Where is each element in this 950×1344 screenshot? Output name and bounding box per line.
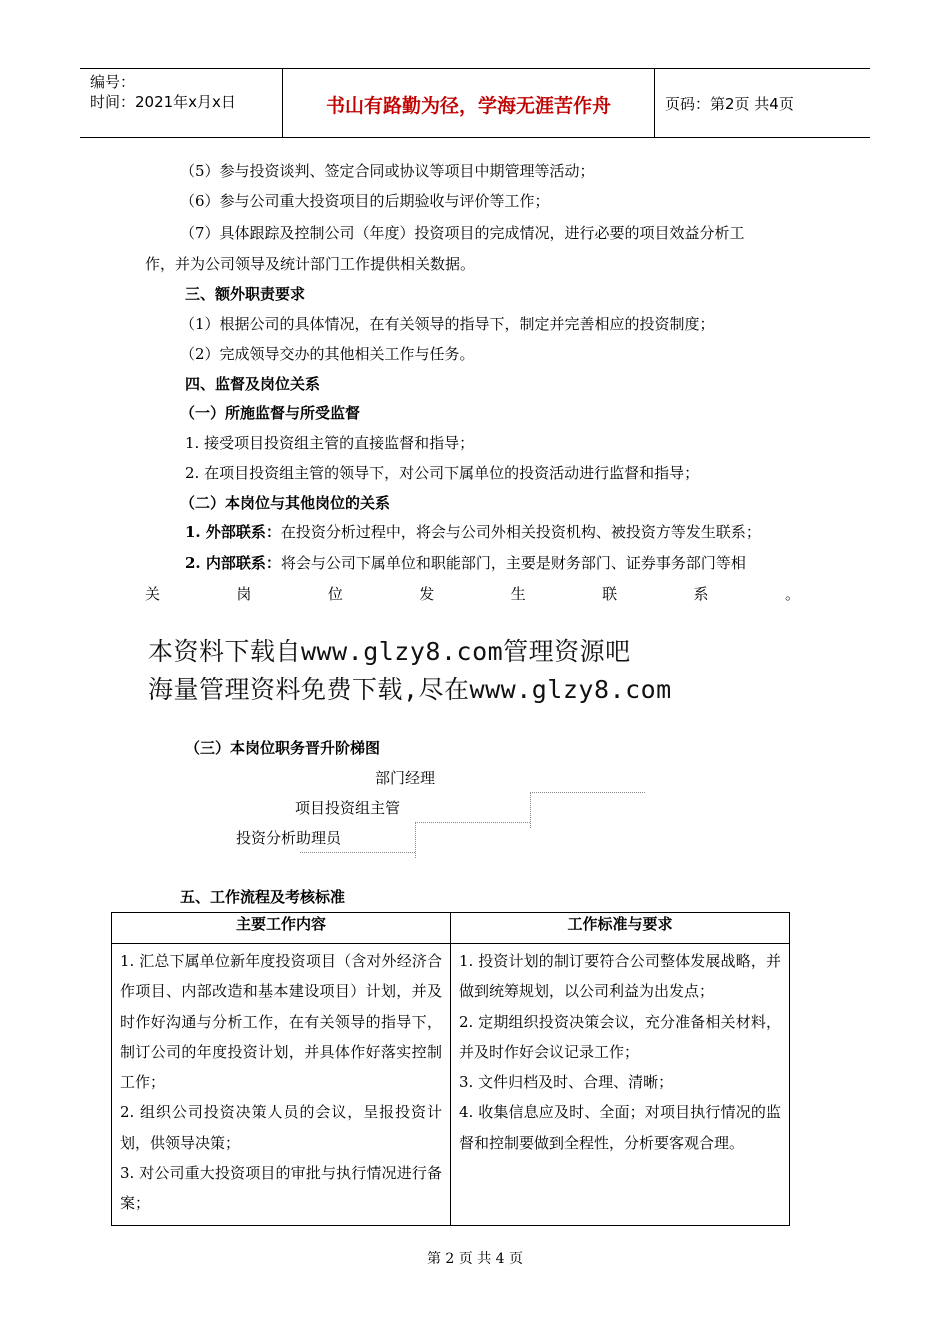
- section-4-title: 四、监督及岗位关系: [185, 375, 321, 393]
- ladder-level-department-manager: 部门经理: [375, 769, 436, 787]
- spread-char: 生: [510, 585, 526, 603]
- spread-char: 联: [602, 585, 618, 603]
- duty-item-5: （5）参与投资谈判、签定合同或协议等项目中期管理等活动；: [180, 162, 595, 180]
- subsection-1-title: （一）所施监督与所受监督: [180, 404, 361, 422]
- doc-time-label: 时间：2021年x月x日: [90, 93, 236, 111]
- subsection-1-item-2: 2. 在项目投资组主管的领导下，对公司下属单位的投资活动进行监督和指导；: [185, 464, 700, 482]
- internal-relation: [185, 552, 746, 573]
- watermark-line-2: 海量管理资料免费下载,尽在www.glzy8.com: [148, 675, 672, 704]
- section-3-item-1: （1）根据公司的具体情况，在有关领导的指导下，制定并完善相应的投资制度；: [180, 315, 715, 333]
- spread-char: 岗: [236, 585, 252, 603]
- work-standard-item: 1. 投资计划的制订要符合公司整体发展战略，并做到统筹规划，以公司利益为出发点；: [459, 952, 781, 1001]
- header-meta-cell: [80, 69, 283, 137]
- table-header-row: [112, 913, 790, 944]
- work-content-item: 1. 汇总下属单位新年度投资项目（含对外经济合作项目、内部改造和基本建设项目）计划，并及时作好沟通与分析工作，在有关领导的指导下，制订公司的年度投资计划，并具体作好落实控制工作；: [120, 952, 442, 1092]
- spread-char: 关: [145, 585, 161, 603]
- page-number-label: 页码：第2页 共4页: [665, 95, 794, 113]
- spread-char: 系: [693, 585, 709, 603]
- header-motto-cell: [283, 69, 655, 137]
- page-footer: 第 2 页 共 4 页: [426, 1251, 524, 1267]
- ladder-step-line: [530, 792, 645, 793]
- work-content-item: 2. 组织公司投资决策人员的会议，呈报投资计划，供领导决策；: [120, 1103, 442, 1152]
- motto-text: 书山有路勤为径，学海无涯苦作舟: [325, 95, 611, 117]
- work-content-cell: [112, 944, 451, 1226]
- ladder-title: （三）本岗位职务晋升阶梯图: [185, 739, 381, 757]
- table-header-cell: 工作标准与要求: [451, 913, 790, 944]
- page-header: [80, 68, 870, 138]
- spread-char: 。: [784, 585, 800, 603]
- table-header-cell: 主要工作内容: [112, 913, 451, 944]
- header-page-cell: [655, 69, 870, 137]
- doc-number-label: 编号：: [90, 73, 136, 91]
- ladder-step-line: [300, 852, 415, 853]
- work-standard-item: 4. 收集信息应及时、全面；对项目执行情况的监督和控制要做到全程性，分析要客观合理。: [459, 1103, 781, 1152]
- ladder-step-line: [530, 792, 531, 828]
- work-standard-item: 3. 文件归档及时、合理、清晰；: [459, 1073, 674, 1092]
- watermark-line-1: 本资料下载自www.glzy8.com管理资源吧: [148, 637, 631, 666]
- ladder-step-line: [415, 822, 530, 823]
- ladder-step-line: [415, 822, 416, 858]
- spread-char: 发: [419, 585, 435, 603]
- ladder-level-analyst-assistant: 投资分析助理员: [236, 829, 342, 847]
- external-relation-label: 1. 外部联系：: [185, 523, 281, 541]
- section-3-title: 三、额外职责要求: [185, 285, 306, 303]
- internal-relation-label: 2. 内部联系：: [185, 554, 281, 572]
- ladder-level-project-supervisor: 项目投资组主管: [295, 799, 401, 817]
- external-relation: [185, 521, 761, 542]
- section-3-item-2: （2）完成领导交办的其他相关工作与任务。: [180, 345, 475, 363]
- subsection-1-item-1: 1. 接受项目投资组主管的直接监督和指导；: [185, 434, 475, 452]
- spread-char: 位: [327, 585, 343, 603]
- work-process-table: [111, 912, 790, 1226]
- internal-relation-text: 将会与公司下属单位和职能部门，主要是财务部门、证券事务部门等相: [280, 554, 746, 572]
- external-relation-text: 在投资分析过程中，将会与公司外相关投资机构、被投资方等发生联系；: [280, 523, 761, 541]
- duty-item-7-line1: （7）具体跟踪及控制公司（年度）投资项目的完成情况，进行必要的项目效益分析工: [180, 224, 745, 242]
- duty-item-7-line2: 作，并为公司领导及统计部门工作提供相关数据。: [145, 255, 476, 273]
- subsection-2-title: （二）本岗位与其他岗位的关系: [180, 494, 391, 512]
- internal-relation-continued: [145, 583, 800, 604]
- table-row: [112, 944, 790, 1226]
- duty-item-6: （6）参与公司重大投资项目的后期验收与评价等工作；: [180, 192, 550, 210]
- work-standard-item: 2. 定期组织投资决策会议，充分准备相关材料，并及时作好会议记录工作；: [459, 1012, 781, 1061]
- section-5-title: 五、工作流程及考核标准: [180, 888, 346, 906]
- work-standard-cell: [451, 944, 790, 1226]
- work-content-item: 3. 对公司重大投资项目的审批与执行情况进行备案；: [120, 1164, 442, 1213]
